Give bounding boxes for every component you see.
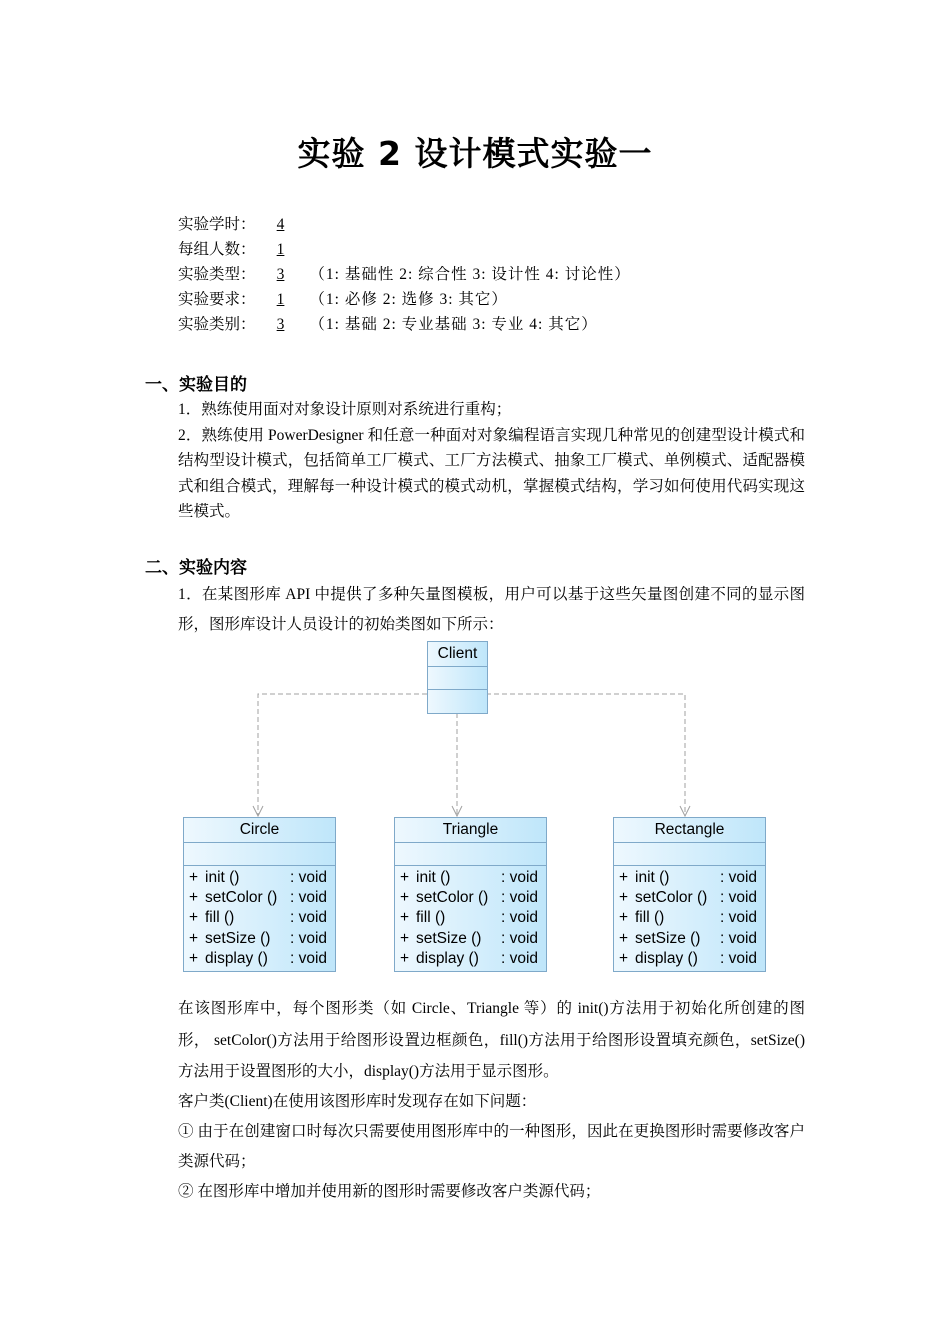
class-attributes	[184, 843, 335, 866]
meta-requirement	[178, 289, 508, 311]
operation: + fill () : void	[619, 909, 758, 927]
section1-body	[145, 397, 805, 525]
operation: + setColor () : void	[619, 889, 758, 907]
class-attributes	[614, 843, 765, 866]
problem-2: ② 在图形库中增加并使用新的图形时需要修改客户类源代码；	[178, 1183, 601, 1200]
arrowhead-triangle	[452, 806, 462, 816]
meta-type	[178, 264, 631, 286]
section2-description	[145, 993, 805, 1088]
operation: + setSize () : void	[400, 929, 539, 947]
meta-hours	[178, 214, 306, 236]
section1-item2: 2．熟练使用 PowerDesigner 和任意一种面对对象编程语言实现几种常见的创建型设计模式和结构型设计模式，包括简单工厂模式、工厂方法模式、抽象工厂模式、单例模式、适配器模式和组合模式，理解每一种设计模式的模式动机，掌握模式结构，学习如何使用代码实现这些模式。	[178, 426, 805, 520]
class-name: Rectangle	[614, 818, 765, 843]
dependency-rectangle	[486, 694, 685, 816]
uml-class-circle	[183, 817, 336, 972]
meta-hours-value: 4	[276, 216, 285, 233]
meta-cat-label: 实验类别：	[178, 316, 256, 333]
class-operations	[184, 866, 335, 969]
diagram-description: 在该图形库中，每个图形类（如 Circle、Triangle 等）的 init()方法用于初始化所创建的图形， setColor()方法用于给图形设置边框颜色，fill()方法用于给图形设置填充颜色，setSize()方法用于设置图形的大小，display()方法用于显示图形。	[178, 1000, 805, 1080]
meta-req-value: 1	[276, 291, 285, 308]
section1-item1: 1．熟练使用面对对象设计原则对系统进行重构；	[178, 401, 512, 418]
meta-req-label: 实验要求：	[178, 291, 256, 308]
meta-cat-value: 3	[276, 316, 285, 333]
class-attributes	[395, 843, 546, 866]
document-title: 实验 2 设计模式实验一	[297, 134, 653, 173]
section2-heading: 二、实验内容	[145, 558, 247, 578]
operation: + init () : void	[619, 869, 758, 886]
problem-intro: 客户类(Client)在使用该图形库时发现存在如下问题：	[178, 1093, 537, 1110]
operation: + setSize () : void	[189, 929, 328, 947]
meta-group-label: 每组人数：	[178, 241, 256, 258]
operation: + display () : void	[619, 949, 758, 967]
class-attributes	[428, 667, 487, 690]
meta-group	[178, 239, 306, 261]
meta-hours-label: 实验学时：	[178, 216, 256, 233]
meta-category	[178, 314, 598, 336]
arrowhead-circle	[253, 806, 263, 816]
meta-type-label: 实验类型：	[178, 266, 256, 283]
class-name: Circle	[184, 818, 335, 843]
uml-class-client	[427, 641, 488, 714]
meta-cat-options: （1: 基础 2: 专业基础 3: 专业 4: 其它）	[309, 316, 598, 333]
operation: + display () : void	[400, 949, 539, 967]
section2-item1: 1．在某图形库 API 中提供了多种矢量图模板，用户可以基于这些矢量图创建不同的显示图形，图形库设计人员设计的初始类图如下所示：	[178, 586, 805, 633]
class-name: Client	[428, 642, 487, 667]
operation: + setColor () : void	[400, 889, 539, 907]
arrowhead-rectangle	[680, 806, 690, 816]
operation: + display () : void	[189, 949, 328, 967]
class-operations	[614, 866, 765, 969]
operation: + setColor () : void	[189, 889, 328, 907]
dependency-circle	[258, 694, 427, 816]
uml-class-rectangle	[613, 817, 766, 972]
class-name: Triangle	[395, 818, 546, 843]
section2-intro	[145, 580, 805, 640]
meta-group-value: 1	[276, 241, 285, 258]
operation: + fill () : void	[400, 909, 539, 927]
meta-type-value: 3	[276, 266, 285, 283]
section2-problems	[145, 1087, 805, 1207]
meta-type-options: （1: 基础性 2: 综合性 3: 设计性 4: 讨论性）	[309, 266, 631, 283]
meta-req-options: （1: 必修 2: 选修 3: 其它）	[309, 291, 508, 308]
problem-1: ① 由于在创建窗口时每次只需要使用图形库中的一种图形，因此在更换图形时需要修改客户类源代码；	[178, 1123, 805, 1170]
class-operations	[395, 866, 546, 969]
operation: + init () : void	[400, 869, 539, 886]
operation: + setSize () : void	[619, 929, 758, 947]
uml-class-triangle	[394, 817, 547, 972]
section1-heading: 一、实验目的	[145, 375, 247, 395]
operation: + fill () : void	[189, 909, 328, 927]
operation: + init () : void	[189, 869, 328, 886]
